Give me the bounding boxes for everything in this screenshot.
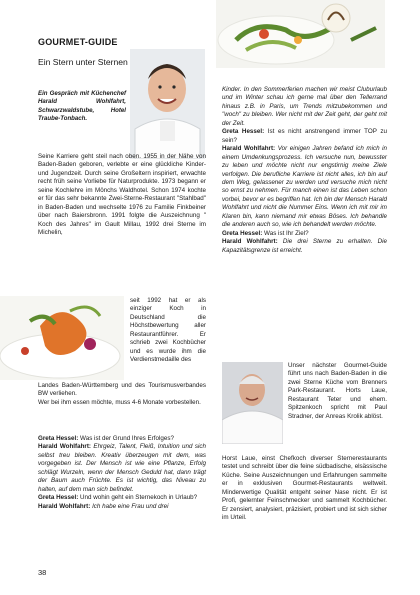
page-number: 38 [38, 568, 47, 577]
interview-entry [222, 128, 387, 145]
bio-paragraph-2 [130, 297, 206, 365]
article-intro: Ein Gespräch mit Küchenchef Harald Wohlfahrt, Schwarzwaldstube, Hotel Traube-Tonbach. [38, 90, 126, 123]
speaker-name: Harald Wohlfahrt: [222, 145, 278, 153]
chef-portrait [130, 49, 205, 159]
interview-left [38, 435, 206, 511]
interview-entry [222, 86, 387, 128]
question-text: Was ist Ihr Ziel? [264, 229, 309, 237]
answer-text: Die drei Sterne zu erhalten. Die Kapazitätsgrenze ist erreicht. [222, 238, 387, 254]
bio-text-3: Landes Baden-Württemberg und des Tourismusverbandes BW verliehen. [38, 382, 206, 398]
speaker-name: Harald Wohlfahrt: [38, 443, 94, 451]
bio-paragraph [38, 153, 206, 238]
chef-photo-bottom [222, 362, 283, 444]
answer-text: Kinder. In den Sommerferien machen wir meist Cluburlaub und im Winter schau ich gerne mal über den Tellerrand hinaus z.B. in Paris, um Trends mitzubekommen und "woch" zu bleiben. Wer nicht mit der Zeit geht, der geht mit der Zeit. [222, 86, 387, 127]
interview-entry [222, 145, 387, 230]
speaker-name: Greta Hessel: [38, 494, 81, 502]
speaker-name: Harald Wohlfahrt: [222, 238, 283, 246]
bio-text-2: seit 1992 hat er als einziger Koch in Deutschland die Höchstbewertung aller Restaurantführer. Er schrieb zwei Kochbücher und es wurde ihm die Verdienstmedaille des [130, 297, 206, 364]
speaker-name: Greta Hessel: [222, 128, 268, 136]
next-issue-narrow [288, 362, 387, 421]
question-text: Und wohin geht ein Sternekoch in Urlaub? [80, 494, 198, 502]
answer-text: Ich habe eine Frau und drei [92, 502, 169, 510]
answer-text: Vor einigen Jahren befand ich mich in einem Umdenkungsprozess. Ich versuche nun, bewusster zu leben und möchte nicht nur engstirnig meine Ziele verfolgen. Die berufliche Karriere ist nicht alles, ich bin auf dem Weg, gelassener zu werden und versuche mich nicht so ernst zu nehmen. Für manch einen ist das Leben schon vorbei, bevor er es begriffen hat. Ich bin der Mensch Harald Wohlfahrt und nicht die Nummer Eins. Wenn ich mit mir im Klaren bin, kann niemand mir etwas Böses. Ich behandle die anderen auch so, wie ich behandelt werden möchte. [222, 145, 387, 229]
bio-text-4: Wer bei ihm essen möchte, muss 4-6 Monate vorbestellen. [38, 398, 201, 406]
food-photo-left [0, 296, 124, 380]
next-issue-text-1: Unser nächster Gourmet-Guide führt uns nach Baden-Baden in die zwei Sterne Küche vom Brenners Park-Restaurant. Horts Laue, Restaurant Teter und ehem. Spitzenkoch spricht mit Paul Stradner, der Anreas Krolik ablöst. [288, 362, 387, 420]
interview-entry [222, 230, 387, 238]
speaker-name: Greta Hessel: [38, 435, 81, 442]
interview-entry [38, 435, 206, 443]
bio-paragraph-3 [38, 382, 206, 407]
interview-entry [38, 494, 206, 502]
interview-entry [38, 443, 206, 494]
speaker-name: Greta Hessel: [222, 229, 265, 237]
interview-right [222, 86, 387, 255]
article-title: Ein Stern unter Sternen [38, 57, 128, 67]
next-issue-wide [222, 455, 387, 523]
bio-text: Seine Karriere geht steil nach oben. 1955 in der Nähe von Baden-Baden geboren, verlebte er eine glückliche Kinder- und Jugendzeit. Durch seine Großeltern inspiriert, erwachte recht früh seine Vorliebe für Naturprodukte. 1973 begann er seine Kochlehre im Mönchs Waldhotel. Schon 1974 kochte er für das sehr bekannte Zwei-Sterne-Restaurant "Stahlbad" in Baden-Baden und wechselte 1976 zu Familie Finkbeiner über nach Baiersbronn. 1991 folgte die Auszeichnung " Koch des Jahres" im Gault Millau, 1992 drei Sterne im Michelin, [38, 153, 206, 237]
section-heading: GOURMET-GUIDE [38, 37, 118, 47]
interview-entry [38, 503, 206, 511]
question-text: Was ist der Grund Ihres Erfolges? [80, 435, 174, 442]
question-text: Ist es nicht anstrengend immer TOP zu sein? [222, 128, 387, 144]
food-photo-top [216, 0, 385, 68]
next-issue-text-2: Horst Laue, einst Chefkoch diverser Sternerestaurants testet und schreibt über die feine südbadische, elsässische Küche. Seine Auszeichnungen und Erfahrungen sammelte er in exklusiven Gourmet-Restaurants weltweit. Minderwertige Qualität entgeht seiner Nase nicht. Er ist Profi, gelernter Feinschmecker und sammelt Kochbücher. Er zensiert, analysiert, präzisiert, probiert und ist sich sicher im Urteil. [222, 455, 387, 522]
interview-entry [222, 238, 387, 255]
speaker-name: Harald Wohlfahrt: [38, 502, 93, 510]
answer-text: Ehrgeiz, Talent, Fleiß, Intuition und sich selbst treu bleiben. Kreativ überzeugen mit dem, was vorgegeben ist. Der Mensch ist wie eine Pflanze, Erfolg schlägt Wurzeln, wenn der Mensch Geduld hat, dann trägt der Baum auch Früchte. Es ist wichtig, das Niveau zu halten, auf dem man sich befindet. [38, 443, 206, 493]
